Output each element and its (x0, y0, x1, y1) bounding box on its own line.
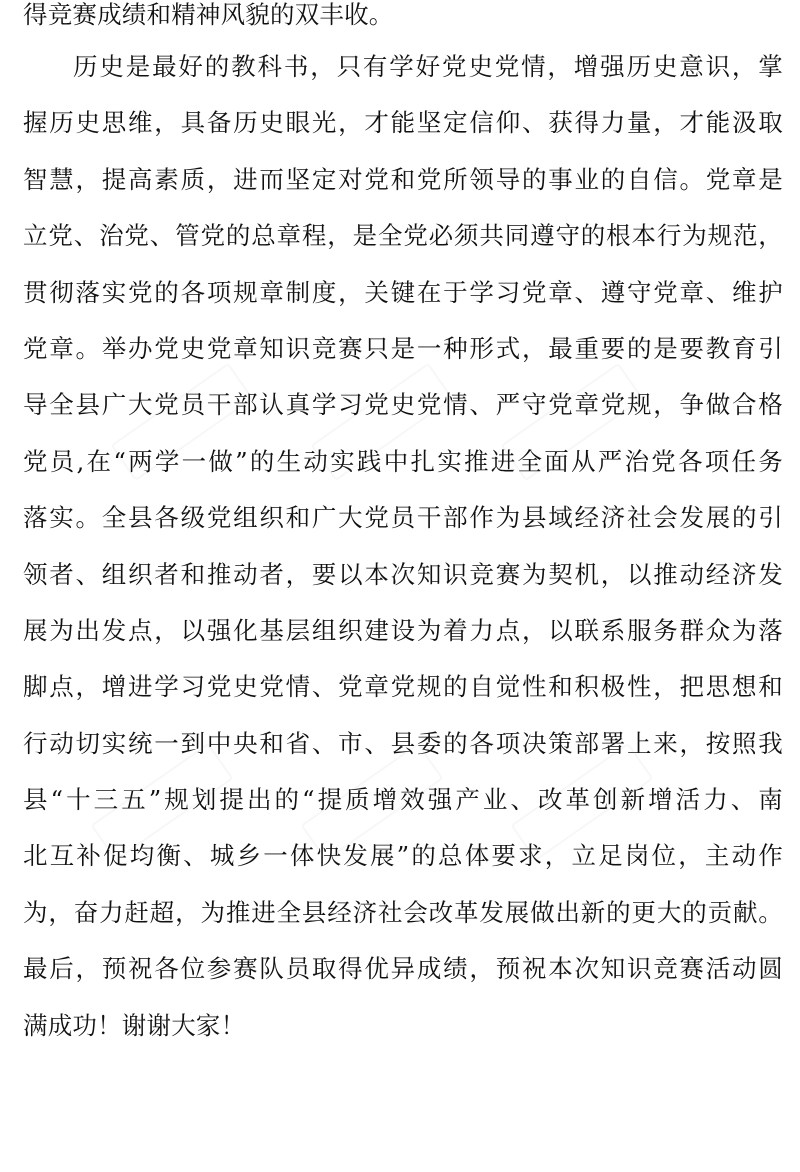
paragraph-line: 县“十三五”规划提出的“提质增效强产业、改革创新增活力、南 (23, 785, 783, 815)
paragraph-line: 党员,在“两学一做”的生动实践中扎实推进全面从严治党各项任务 (23, 446, 783, 476)
paragraph-line: 脚点，增进学习党史党情、党章党规的自觉性和积极性，把思想和 (23, 672, 783, 702)
paragraph-line: 领者、组织者和推动者，要以本次知识竞赛为契机，以推动经济发 (23, 559, 783, 589)
paragraph-line: 党章。举办党史党章知识竞赛只是一种形式，最重要的是要教育引 (23, 333, 783, 363)
paragraph-line: 握历史思维，具备历史眼光，才能坚定信仰、获得力量，才能汲取 (23, 108, 783, 138)
paragraph-line: 导全县广大党员干部认真学习党史党情、严守党章党规，争做合格 (23, 390, 783, 420)
document-body (23, 0, 783, 1067)
paragraph-line: 为，奋力赶超，为推进全县经济社会改革发展做出新的更大的贡献。 (23, 897, 783, 927)
paragraph-line: 满成功！谢谢大家！ (23, 1010, 246, 1040)
paragraph-line: 智慧，提高素质，进而坚定对党和党所领导的事业的自信。党章是 (23, 164, 783, 194)
paragraph-line: 落实。全县各级党组织和广大党员干部作为县域经济社会发展的引 (23, 503, 783, 533)
paragraph-line: 行动切实统一到中央和省、市、县委的各项决策部署上来，按照我 (23, 728, 783, 758)
paragraph-line-top: 得竞赛成绩和精神风貌的双丰收。 (23, 0, 394, 29)
paragraph-line: 立党、治党、管党的总章程，是全党必须共同遵守的根本行为规范， (23, 221, 783, 251)
paragraph-line: 历史是最好的教科书，只有学好党史党情，增强历史意识，掌 (73, 52, 783, 81)
paragraph-line: 最后，预祝各位参赛队员取得优异成绩，预祝本次知识竞赛活动圆 (23, 954, 783, 984)
paragraph-line: 贯彻落实党的各项规章制度，关键在于学习党章、遵守党章、维护 (23, 277, 783, 307)
paragraph-line: 展为出发点，以强化基层组织建设为着力点，以联系服务群众为落 (23, 615, 783, 645)
paragraph-line: 北互补促均衡、城乡一体快发展”的总体要求，立足岗位，主动作 (23, 841, 783, 871)
